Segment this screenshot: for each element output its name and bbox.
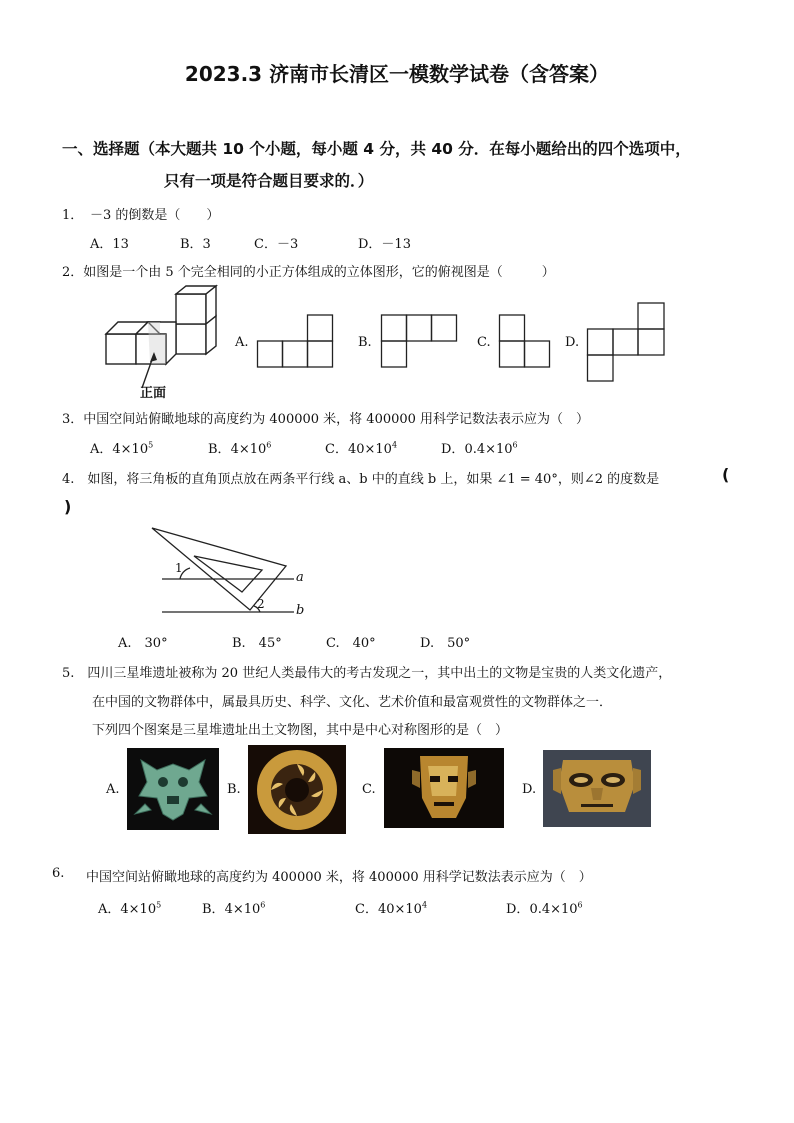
page-title: 2023.3 济南市长清区一模数学试卷（含答案） xyxy=(184,62,610,86)
q5-option-d-label: D. xyxy=(522,782,537,797)
q4-option-b: B. 45° xyxy=(232,636,282,651)
q6-option-b: B．$4\times 10^6$ xyxy=(202,900,266,917)
q2-option-b-figure xyxy=(381,314,459,368)
q3-option-a: A．$4\times 10^5$ xyxy=(90,440,154,457)
q2-option-b-label: B. xyxy=(358,335,372,350)
q2-option-c-figure xyxy=(499,314,552,368)
q6-text: 中国空间站俯瞰地球的高度约为 400000 米，将 400000 用科学记数法表示应为（ ） xyxy=(86,870,592,885)
q4-line-a-label: a xyxy=(296,570,304,585)
q5-line2: 在中国的文物群体中，属最具历史、科学、文化、艺术价值和最富观赏性的文物群体之一． xyxy=(92,695,613,710)
q1-option-b: B．3 xyxy=(180,237,211,252)
q2-option-d-figure xyxy=(587,302,666,382)
q4-option-d: D. 50° xyxy=(420,636,471,651)
q2-text: 2．如图是一个由 5 个完全相同的小正方体组成的立体图形，它的俯视图是（ ） xyxy=(62,265,555,280)
q2-option-a-figure xyxy=(257,314,335,368)
q1-option-a: A．13 xyxy=(90,237,129,252)
q6-option-d: D．$0.4\times 10^6$ xyxy=(506,900,583,917)
q4-triangle-figure xyxy=(150,526,310,626)
q4-close-paren: ) xyxy=(64,497,72,516)
q6-option-a: A．$4\times 10^5$ xyxy=(98,900,162,917)
section-heading-line2: 只有一项是符合题目要求的．） xyxy=(164,172,374,190)
q6-number: 6. xyxy=(52,866,65,881)
q4-line-b-label: b xyxy=(296,603,305,618)
q5-option-d-artifact-image xyxy=(543,750,651,827)
q4-option-c: C. 40° xyxy=(326,636,376,651)
q3-text: 3．中国空间站俯瞰地球的高度约为 400000 米，将 400000 用科学记数法表示应为（ ） xyxy=(62,412,590,427)
q6-option-c: C．$40\times 10^4$ xyxy=(355,900,428,917)
q4-option-a: A. 30° xyxy=(118,636,168,651)
q5-option-a-label: A. xyxy=(106,782,120,797)
q2-front-label: 正面 xyxy=(140,386,167,401)
q5-line3: 下列四个图案是三星堆遗址出土文物图，其中是中心对称图形的是（ ） xyxy=(92,723,509,738)
section-heading-line1: 一、选择题（本大题共 10 个小题，每小题 4 分，共 40 分．在每小题给出的四个选项中， xyxy=(62,140,691,158)
q5-option-b-label: B. xyxy=(227,782,241,797)
q4-angle1-label: 1 xyxy=(175,561,183,575)
q4-text: 4. 如图，将三角板的直角顶点放在两条平行线 a、b 中的直线 b 上，如果 ∠1 = 40°，则∠2 的度数是 xyxy=(62,472,660,487)
q5-option-a-artifact-image xyxy=(127,748,219,830)
q5-option-c-artifact-image xyxy=(384,748,504,828)
q5-line1: 5. 四川三星堆遗址被称为 20 世纪人类最伟大的考古发现之一，其中出土的文物是宝贵的人类文化遗产， xyxy=(62,666,672,681)
q2-option-c-label: C. xyxy=(477,335,491,350)
q1-text: －3 的倒数是（ ） xyxy=(90,208,220,223)
q5-option-b-artifact-image xyxy=(248,745,346,834)
q1-option-c: C．－3 xyxy=(254,237,299,252)
q2-option-d-label: D. xyxy=(565,335,580,350)
q2-option-a-label: A. xyxy=(235,335,249,350)
q5-option-c-label: C. xyxy=(362,782,376,797)
q3-option-c: C．$40\times 10^4$ xyxy=(325,440,398,457)
q4-angle2-label: 2 xyxy=(257,597,265,611)
q3-option-b: B．$4\times 10^6$ xyxy=(208,440,272,457)
q4-open-paren: ( xyxy=(722,465,730,484)
q1-number: 1． xyxy=(62,208,84,223)
q3-option-d: D．$0.4\times 10^6$ xyxy=(441,440,518,457)
q1-option-d: D．－13 xyxy=(358,237,411,252)
